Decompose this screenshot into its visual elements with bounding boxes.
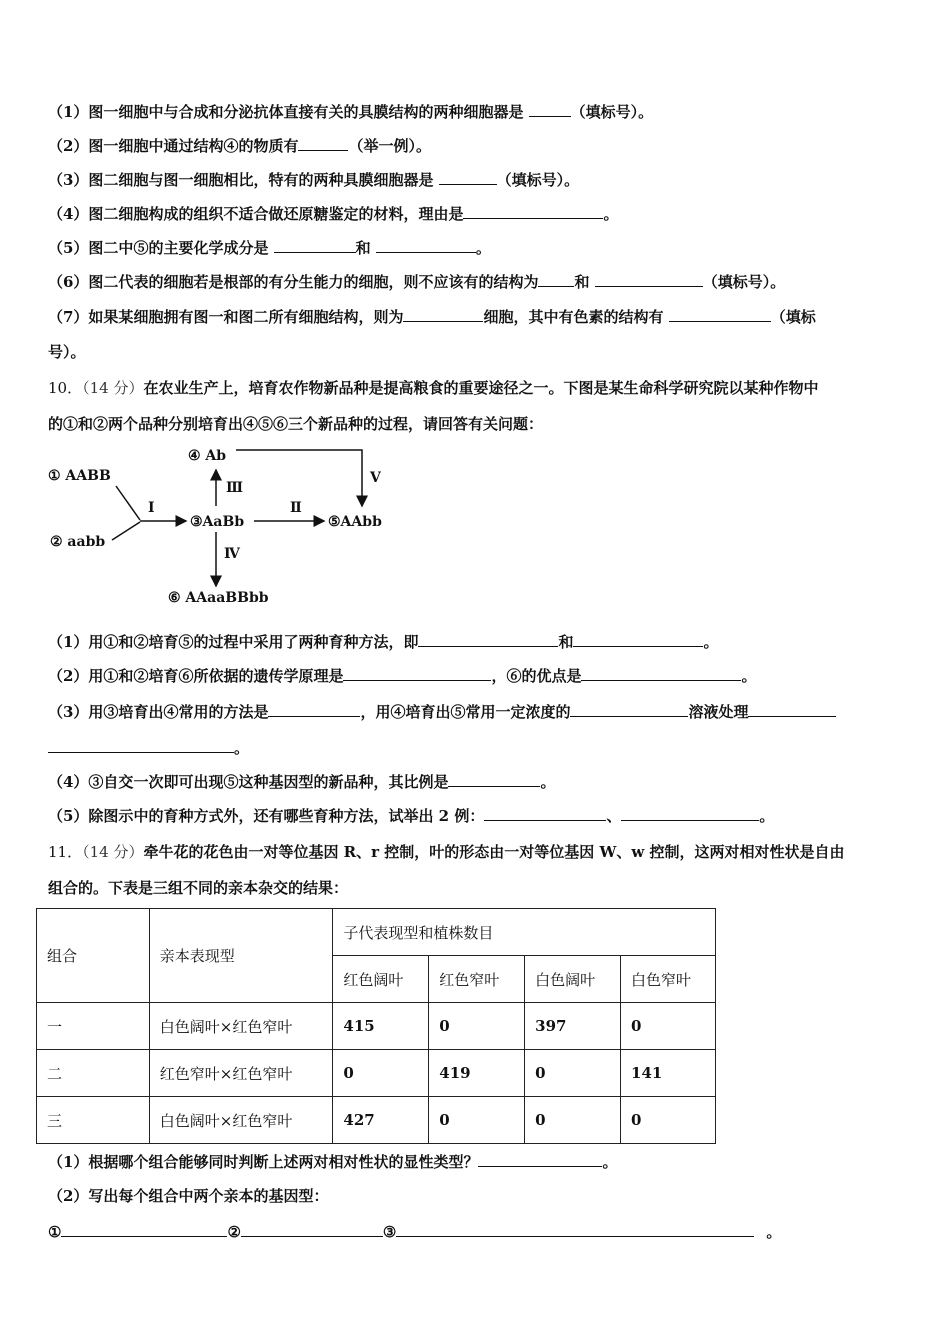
question-number: 11． xyxy=(48,843,83,861)
answer-blank[interactable] xyxy=(268,702,360,717)
row-value: 0 xyxy=(429,1097,525,1144)
q9-item-5-mid: 和 xyxy=(355,239,376,257)
q11-stem-cont: 组合的。下表是三组不同的亲本杂交的结果： xyxy=(48,879,349,897)
table-row xyxy=(37,1097,716,1144)
q10-stem-line-2 xyxy=(48,414,910,434)
node-aabb-target: ⑤AAbb xyxy=(328,514,382,530)
q11-item-1-text: （1）根据哪个组合能够同时判断上述两对相对性状的显性类型？ xyxy=(48,1153,479,1171)
row-value: 0 xyxy=(525,1050,621,1097)
answer-blank[interactable] xyxy=(621,806,759,821)
q9-item-7-mid: 细胞，其中有色素的结构有 xyxy=(483,308,669,326)
subheader-white-narrow: 白色窄叶 xyxy=(621,956,716,1003)
row-value: 415 xyxy=(333,1003,429,1050)
q9-item-5-text: （5）图二中⑤的主要化学成分是 xyxy=(48,239,274,257)
q11-stem: 牵牛花的花色由一对等位基因 R、r 控制，叶的形态由一对等位基因 W、w 控制，这两对相对性状是自由 xyxy=(143,843,845,861)
answer-blank[interactable] xyxy=(61,1222,227,1237)
row-value: 0 xyxy=(429,1003,525,1050)
row-value: 0 xyxy=(621,1097,716,1144)
q10-item-5 xyxy=(48,806,910,826)
cross-line-upper xyxy=(116,486,140,520)
row-parent: 红色窄叶×红色窄叶 xyxy=(149,1050,333,1097)
q10-item-5-mid: 、 xyxy=(606,807,622,825)
header-group: 组合 xyxy=(37,909,150,1003)
row-value: 141 xyxy=(621,1050,716,1097)
arrow-step-5 xyxy=(236,450,362,506)
q10-item-2 xyxy=(48,666,910,686)
node-ab: ④ Ab xyxy=(188,448,227,464)
q10-stem-cont: 的①和②两个品种分别培育出④⑤⑥三个新品种的过程，请回答有关问题： xyxy=(48,415,544,433)
node-aabb-lower: ② aabb xyxy=(50,534,106,550)
q9-item-4-suffix: 。 xyxy=(603,205,619,223)
q9-item-7 xyxy=(48,307,910,327)
node-aabb-upper: ① AABB xyxy=(48,468,111,484)
answer-blank[interactable] xyxy=(478,1152,602,1167)
q11-item-3-suffix: 。 xyxy=(766,1223,782,1241)
q9-item-7-continued xyxy=(48,342,910,362)
q9-item-6-suffix: （填标号）。 xyxy=(702,273,786,291)
answer-blank[interactable] xyxy=(529,102,571,117)
q11-item-1 xyxy=(48,1152,910,1172)
q11-item-3 xyxy=(48,1222,910,1242)
answer-blank[interactable] xyxy=(396,1222,754,1237)
header-offspring: 子代表现型和植株数目 xyxy=(333,909,716,956)
question-number: 10． xyxy=(48,379,83,397)
answer-blank[interactable] xyxy=(376,238,476,253)
answer-blank[interactable] xyxy=(570,702,688,717)
q9-item-2-suffix: （举一例）。 xyxy=(348,137,431,155)
row-value: 397 xyxy=(525,1003,621,1050)
q9-item-1 xyxy=(48,102,910,122)
q10-item-3-mid: ，用④培育出⑤常用一定浓度的 xyxy=(360,703,571,721)
q9-item-1-text: （1）图一细胞中与合成和分泌抗体直接有关的具膜结构的两种细胞器是 xyxy=(48,103,529,121)
step-label-5: Ⅴ xyxy=(370,470,381,486)
node-aabb-hybrid: ③AaBb xyxy=(190,514,245,530)
q11-item-3-label-2: ② xyxy=(227,1223,241,1241)
header-parent: 亲本表现型 xyxy=(149,909,333,1003)
q9-item-7-tail: 号）。 xyxy=(48,343,86,361)
breeding-diagram xyxy=(40,440,420,620)
subheader-red-broad: 红色阔叶 xyxy=(333,956,429,1003)
row-group: 一 xyxy=(37,1003,150,1050)
q10-item-1 xyxy=(48,632,910,652)
q9-item-5 xyxy=(48,238,910,258)
step-label-1: Ⅰ xyxy=(148,500,155,516)
q10-item-1-mid: 和 xyxy=(558,633,574,651)
q9-item-6-text: （6）图二代表的细胞若是根部的有分生能力的细胞，则不应该有的结构为 xyxy=(48,273,539,291)
answer-blank[interactable] xyxy=(241,1222,383,1237)
q10-stem: 在农业生产上，培育农作物新品种是提高粮食的重要途径之一。下图是某生命科学研究院以某种作物中 xyxy=(143,379,819,397)
subheader-white-broad: 白色阔叶 xyxy=(525,956,621,1003)
answer-blank[interactable] xyxy=(403,307,483,322)
answer-blank[interactable] xyxy=(484,806,606,821)
q11-stem-line-1 xyxy=(48,842,910,862)
q10-item-5-suffix: 。 xyxy=(759,807,775,825)
question-points: （14 分） xyxy=(82,843,144,861)
answer-blank[interactable] xyxy=(573,632,703,647)
q10-item-3-text: （3）用③培育出④常用的方法是 xyxy=(48,703,269,721)
answer-blank[interactable] xyxy=(439,170,497,185)
q10-item-3 xyxy=(48,702,910,722)
q11-item-1-suffix: 。 xyxy=(602,1153,618,1171)
q11-item-3-label-3: ③ xyxy=(382,1223,397,1241)
answer-blank[interactable] xyxy=(538,272,574,287)
q9-item-6 xyxy=(48,272,910,292)
row-value: 0 xyxy=(333,1050,429,1097)
q9-item-6-mid: 和 xyxy=(574,273,595,291)
step-label-2: Ⅱ xyxy=(290,500,302,516)
answer-blank[interactable] xyxy=(448,772,540,787)
row-group: 三 xyxy=(37,1097,150,1144)
node-polyploid: ⑥ AAaaBBbb xyxy=(168,590,269,606)
q10-item-3-mid-2: 溶液处理 xyxy=(688,703,749,721)
step-label-3: Ⅲ xyxy=(226,480,244,496)
q11-stem-line-2 xyxy=(48,878,910,898)
answer-blank[interactable] xyxy=(748,702,836,717)
q10-item-2-text: （2）用①和②培育⑥所依据的遗传学原理是 xyxy=(48,667,344,685)
q9-item-4-text: （4）图二细胞构成的组织不适合做还原糖鉴定的材料，理由是 xyxy=(48,205,464,223)
row-parent: 白色阔叶×红色窄叶 xyxy=(149,1097,333,1144)
question-points: （14 分） xyxy=(82,379,144,397)
answer-blank[interactable] xyxy=(418,632,558,647)
answer-blank[interactable] xyxy=(343,666,491,681)
q9-item-3-text: （3）图二细胞与图一细胞相比，特有的两种具膜细胞器是 xyxy=(48,171,439,189)
row-group: 二 xyxy=(37,1050,150,1097)
cross-line-lower xyxy=(112,522,140,540)
q10-item-5-text: （5）除图示中的育种方式外，还有哪些育种方法，试举出 2 例： xyxy=(48,807,485,825)
answer-blank[interactable] xyxy=(581,666,741,681)
step-label-4: Ⅳ xyxy=(224,546,240,562)
q10-item-4-suffix: 。 xyxy=(540,773,556,791)
q9-item-4 xyxy=(48,204,910,224)
row-value: 0 xyxy=(525,1097,621,1144)
q9-item-5-suffix: 。 xyxy=(475,239,491,257)
table-row xyxy=(37,1050,716,1097)
q10-item-4-text: （4）③自交一次即可出现⑤这种基因型的新品种，其比例是 xyxy=(48,773,449,791)
q10-item-2-mid: ，⑥的优点是 xyxy=(491,667,582,685)
answer-blank[interactable] xyxy=(48,738,234,753)
q11-item-2-text: （2）写出每个组合中两个亲本的基因型： xyxy=(48,1187,329,1205)
answer-blank[interactable] xyxy=(669,307,771,322)
row-parent: 白色阔叶×红色窄叶 xyxy=(149,1003,333,1050)
q10-stem-line-1 xyxy=(48,378,910,398)
q10-item-3-suffix: 。 xyxy=(234,739,250,757)
answer-blank[interactable] xyxy=(595,272,703,287)
q10-item-3-continued xyxy=(48,738,910,758)
q10-item-1-text: （1）用①和②培育⑤的过程中采用了两种育种方法，即 xyxy=(48,633,419,651)
q10-item-4 xyxy=(48,772,910,792)
q9-item-2 xyxy=(48,136,910,156)
table-header-row xyxy=(37,909,716,956)
q10-item-1-suffix: 。 xyxy=(703,633,719,651)
answer-blank[interactable] xyxy=(463,204,603,219)
answer-blank[interactable] xyxy=(274,238,356,253)
table-row xyxy=(37,1003,716,1050)
row-value: 0 xyxy=(621,1003,716,1050)
q9-item-1-suffix: （填标号）。 xyxy=(570,103,654,121)
q9-item-7-text: （7）如果某细胞拥有图一和图二所有细胞结构，则为 xyxy=(48,308,404,326)
q9-item-3 xyxy=(48,170,910,190)
q9-item-3-suffix: （填标号）。 xyxy=(496,171,580,189)
q11-item-2 xyxy=(48,1186,910,1206)
row-value: 419 xyxy=(429,1050,525,1097)
row-value: 427 xyxy=(333,1097,429,1144)
q11-item-3-label-1: ① xyxy=(48,1223,62,1241)
q9-item-7-suffix: （填标 xyxy=(770,308,816,326)
q10-item-2-suffix: 。 xyxy=(741,667,757,685)
cross-results-table xyxy=(36,908,716,1144)
q9-item-2-text: （2）图一细胞中通过结构④的物质有 xyxy=(48,137,299,155)
subheader-red-narrow: 红色窄叶 xyxy=(429,956,525,1003)
answer-blank[interactable] xyxy=(298,136,348,151)
